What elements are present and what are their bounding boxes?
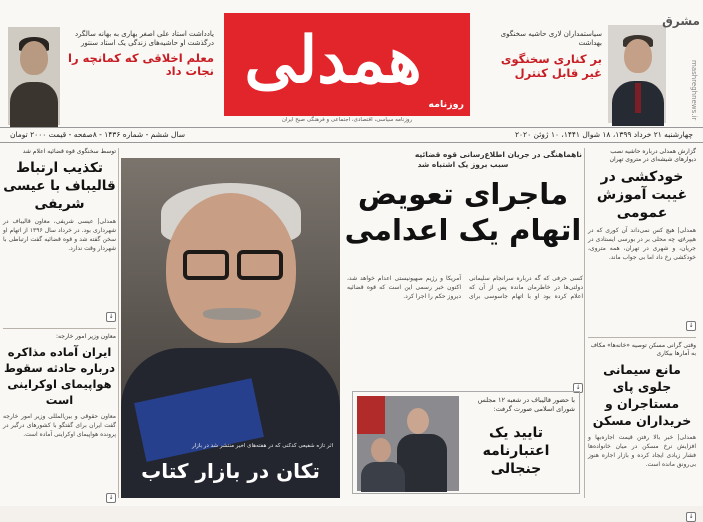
story-metro[interactable]	[588, 148, 696, 331]
logo-tag: روزنامه	[428, 99, 464, 110]
story-kicker: وقتی گرانی مسکن توصیه «خانه‌ها» مکاف به آمار‌ها بیکاری	[590, 342, 696, 357]
right-teaser-photo	[608, 25, 666, 123]
story-housing[interactable]	[588, 337, 696, 522]
left-teaser-kicker: یادداشت استاد علی اصغر بهاری به بهانه سالگرد درگذشت او حاشیه‌های زندگی یک استاد سنتور	[74, 30, 214, 47]
story-body: معاون حقوقی و بین‌المللی وزیر امور خارجه گفت ایران برای گفتگو با کشورهای درگیر در پرونده هواپیمای اوکراینی آماده است.	[3, 413, 116, 438]
right-teaser[interactable]	[478, 30, 602, 80]
parliament-photo	[357, 396, 459, 491]
continue-arrow-icon[interactable]: ↓	[573, 383, 583, 393]
issue-date: چهارشنبه ۲۱ خرداد ۱۳۹۹، ۱۸ شوال ۱۴۴۱، ۱۰ ژوئن ۲۰۲۰	[515, 130, 693, 139]
left-teaser-photo	[8, 27, 60, 125]
dateline	[0, 127, 703, 143]
lead-story-body	[347, 274, 583, 393]
story-headline: تایید یک اعتبارنامه جنجالی	[482, 425, 550, 477]
logo-wordmark: همدلی	[244, 23, 422, 98]
right-column	[588, 148, 696, 522]
story-kicker: با حضور قالیباف در شعبه ۱۲ مجلس شورای اسلامی صورت گرفت:	[477, 396, 575, 413]
story-ukraine[interactable]	[3, 328, 116, 503]
story-headline: خودکشی در غیبت آموزش عمومی	[596, 169, 688, 221]
story-kicker: معاون وزیر امور خارجه:	[56, 333, 116, 340]
story-kicker: گزارش همدلی درباره حاشیه نصب دیوارهای شیشه‌ای در متروی تهران	[609, 148, 696, 163]
lead-story[interactable]	[344, 150, 582, 248]
logo-subtitle: روزنامه سیاسی، اقتصادی، اجتماعی و فرهنگی صبح ایران	[281, 117, 413, 123]
photo-caption: اثر تازه شفیعی کدکنی که در هفته‌های اخیر منتشر شد در بازار	[191, 443, 333, 449]
continue-arrow-icon[interactable]: ↓	[106, 312, 116, 322]
photo-title: تکان در بازار کتاب	[141, 459, 320, 483]
lead-kicker-1: ناهماهنگی در جریان اطلاع‌رسانی قوه قضائیه	[414, 150, 582, 159]
continue-arrow-icon[interactable]: ↓	[686, 512, 696, 522]
masthead	[0, 0, 703, 128]
continue-arrow-icon[interactable]: ↓	[686, 321, 696, 331]
story-body: همدلی| خبر بالا رفتن قیمت اجاره‌بها و افزایش نرخ مسکن در میان خانواده‌ها فشار زیادی ایجاد کرده و بازار اجاره هنوز بی‌رونق مانده است.	[588, 434, 696, 468]
story-kicker: توسط سخنگوی قوه قضائیه اعلام شد	[22, 148, 116, 155]
watermark: مشرق	[662, 14, 700, 28]
story-qalibaf[interactable]	[3, 148, 116, 322]
story-body: همدلی| عیسی شریفی، معاون قالیباف در شهرداری بود. در خرداد سال ۱۳۹۶ از اتهام او سخن گفته شد و قوه قضائیه گفت ارتباطی با شهردار وقت ندارد.	[3, 218, 116, 252]
left-column	[3, 148, 116, 503]
right-teaser-headline: بر کناری سخنگوی غیر قابل کنترل	[500, 52, 602, 80]
lead-headline: ماجرای تعویض اتهام یک اعدامی	[344, 177, 582, 247]
watermark-url: mashreghnews.ir	[690, 59, 698, 120]
left-teaser-headline: معلم اخلاقی که کمانچه را نجات داد	[68, 51, 214, 78]
column-divider	[584, 148, 585, 498]
logo	[224, 13, 470, 116]
story-headline: تکذیب ارتباط قالیباف با عیسی شریفی	[3, 160, 116, 212]
story-headline: ایران آماده مذاکره درباره حادثه سقوط هواپیمای اوکراینی است	[3, 345, 116, 407]
credential-story[interactable]	[352, 391, 580, 494]
continue-arrow-icon[interactable]: ↓	[106, 493, 116, 503]
left-teaser[interactable]	[64, 30, 214, 78]
story-body: همدلی| هیچ کس نمی‌داند آن کوری که در هیپر۸ۍ، چه محلی بر در بورسی ایستادی در جریان، و شهری در تهران، همه متروی، خودکشی رخ داد اما بی جواب ماند.	[588, 227, 696, 261]
right-teaser-kicker: سیاستمداران لاری حاشیه سخنگوی بهداشت	[500, 30, 602, 47]
column-divider	[118, 148, 119, 498]
issue-info: سال ششم - شماره ۱۴۳۶ - ۸صفحه - قیمت ۲۰۰۰ تومان	[10, 130, 186, 139]
lead-kicker-2: سبب بروز یک اشتباه شد	[417, 160, 509, 169]
main-photo[interactable]	[121, 158, 340, 492]
story-headline: مانع سیمانی جلوی پای مستاجران و خریداران مسکن	[592, 362, 692, 428]
lead-body-text: کسی حرفی که گه درباره سرانجام سلیمانی دولتی‌ها در خاطرمان مانده پس از آن که اعلام کرده بود او با اتهام جاسوسی برای آمریکا و رژیم صهیونیستی اعدام خواهد شد، اکنون خبر رسمی این است که قوه قضائیه دیروز حکم را اجرا کرد.	[347, 275, 583, 300]
